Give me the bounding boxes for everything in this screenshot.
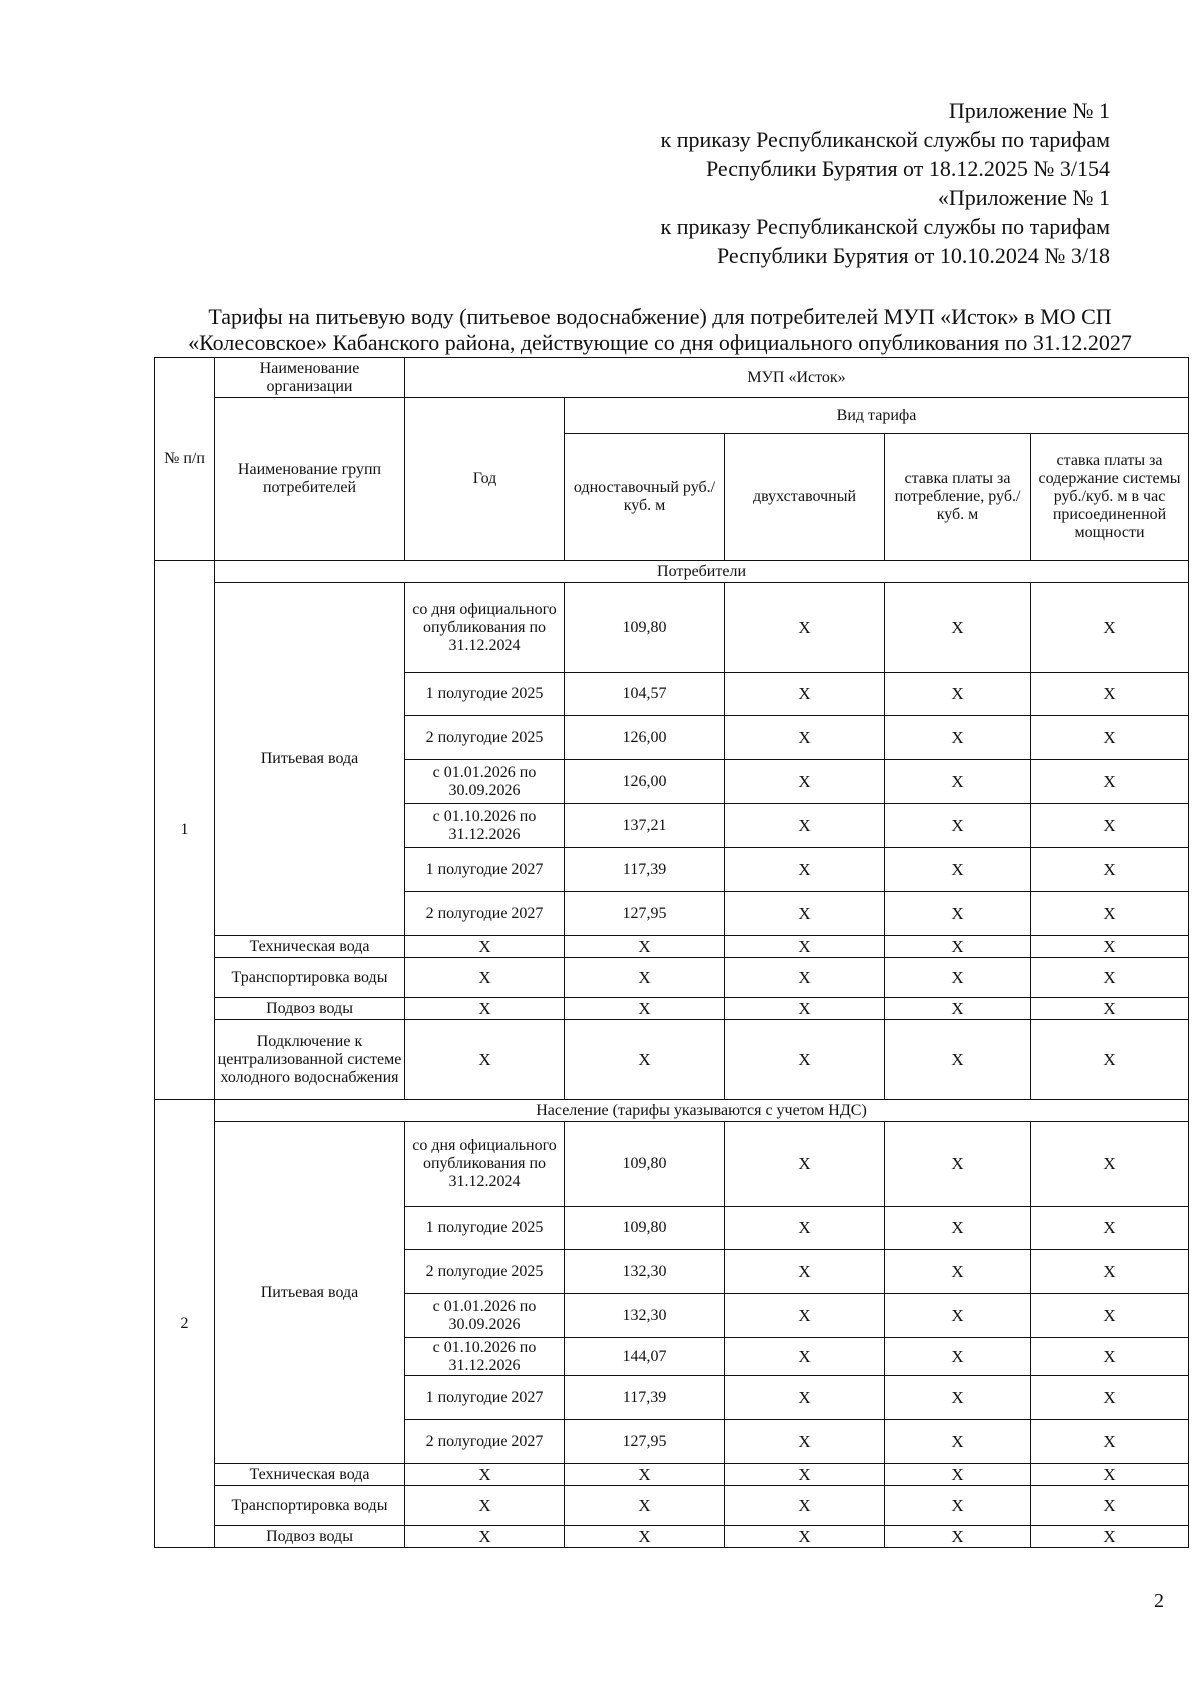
- section-number: 1: [155, 561, 215, 1100]
- not-applicable-mark: Х: [725, 583, 885, 673]
- period-cell: 1 полугодие 2027: [405, 1376, 565, 1420]
- single-rate-value: 104,57: [565, 673, 725, 716]
- period-cell: 1 полугодие 2025: [405, 673, 565, 716]
- not-applicable-mark: Х: [725, 760, 885, 804]
- not-applicable-mark: Х: [1031, 1122, 1189, 1207]
- not-applicable-mark: Х: [885, 1420, 1031, 1464]
- single-rate-value: 126,00: [565, 760, 725, 804]
- not-applicable-mark: Х: [565, 958, 725, 998]
- column-header-consumption-rate: ставка платы за потребление, руб./ куб. м: [885, 434, 1031, 561]
- not-applicable-mark: Х: [885, 804, 1031, 848]
- period-cell: со дня официального опубликования по 31.12.2024: [405, 583, 565, 673]
- not-applicable-mark: Х: [725, 998, 885, 1020]
- section-title: Потребители: [215, 561, 1189, 583]
- not-applicable-mark: Х: [1031, 1420, 1189, 1464]
- title-line-2: «Колесовское» Кабанского района, действующие со дня официального опубликования по 31.12.2027: [188, 330, 1132, 355]
- not-applicable-mark: Х: [725, 1420, 885, 1464]
- not-applicable-mark: Х: [885, 848, 1031, 892]
- not-applicable-mark: Х: [1031, 1207, 1189, 1250]
- not-applicable-mark: Х: [405, 958, 565, 998]
- not-applicable-mark: Х: [1031, 716, 1189, 760]
- single-rate-value: 109,80: [565, 583, 725, 673]
- single-rate-value: 137,21: [565, 804, 725, 848]
- table-row: [155, 1486, 1189, 1526]
- consumer-group: Техническая вода: [215, 1464, 405, 1486]
- not-applicable-mark: Х: [405, 998, 565, 1020]
- period-cell: с 01.01.2026 по 30.09.2026: [405, 760, 565, 804]
- single-rate-value: 126,00: [565, 716, 725, 760]
- not-applicable-mark: Х: [725, 716, 885, 760]
- column-header-maintenance-rate: ставка платы за содержание системы руб./куб. м в час присоединенной мощности: [1031, 434, 1189, 561]
- not-applicable-mark: Х: [1031, 892, 1189, 936]
- not-applicable-mark: Х: [885, 760, 1031, 804]
- single-rate-value: 144,07: [565, 1338, 725, 1376]
- single-rate-value: 109,80: [565, 1207, 725, 1250]
- not-applicable-mark: Х: [885, 583, 1031, 673]
- not-applicable-mark: Х: [1031, 1020, 1189, 1100]
- not-applicable-mark: Х: [1031, 1486, 1189, 1526]
- period-cell: 2 полугодие 2027: [405, 1420, 565, 1464]
- table-row: [155, 583, 1189, 673]
- header-line: Приложение № 1: [948, 98, 1110, 123]
- not-applicable-mark: Х: [885, 958, 1031, 998]
- title-line-1: Тарифы на питьевую воду (питьевое водоснабжение) для потребителей МУП «Исток» в МО СП: [208, 304, 1112, 329]
- not-applicable-mark: Х: [885, 1464, 1031, 1486]
- consumer-group: Техническая вода: [215, 936, 405, 958]
- column-header-number: № п/п: [155, 358, 215, 561]
- not-applicable-mark: Х: [885, 1020, 1031, 1100]
- column-header-consumer-group: Наименование групп потребителей: [215, 398, 405, 561]
- column-header-year: Год: [405, 398, 565, 561]
- column-header-organization: Наименование организации: [215, 358, 405, 398]
- not-applicable-mark: Х: [565, 1486, 725, 1526]
- not-applicable-mark: Х: [725, 1376, 885, 1420]
- header-line: Республики Бурятия от 10.10.2024 № 3/18: [716, 243, 1110, 268]
- consumer-group: Подключение к централизованной системе холодного водоснабжения: [215, 1020, 405, 1100]
- consumer-group: Подвоз воды: [215, 998, 405, 1020]
- organization-name: МУП «Исток»: [405, 358, 1189, 398]
- period-cell: со дня официального опубликования по 31.12.2024: [405, 1122, 565, 1207]
- not-applicable-mark: Х: [1031, 673, 1189, 716]
- consumer-group: Транспортировка воды: [215, 1486, 405, 1526]
- period-cell: с 01.01.2026 по 30.09.2026: [405, 1294, 565, 1338]
- column-header-two-rate: двухставочный: [725, 434, 885, 561]
- page-number: 2: [1154, 1590, 1164, 1612]
- consumer-group: Подвоз воды: [215, 1526, 405, 1548]
- table-row: [155, 1464, 1189, 1486]
- not-applicable-mark: Х: [565, 1526, 725, 1548]
- consumer-group: Транспортировка воды: [215, 958, 405, 998]
- consumer-group: Питьевая вода: [215, 583, 405, 936]
- not-applicable-mark: Х: [405, 936, 565, 958]
- not-applicable-mark: Х: [1031, 1338, 1189, 1376]
- not-applicable-mark: Х: [725, 1464, 885, 1486]
- period-cell: с 01.10.2026 по 31.12.2026: [405, 1338, 565, 1376]
- period-cell: 1 полугодие 2027: [405, 848, 565, 892]
- not-applicable-mark: Х: [565, 1464, 725, 1486]
- not-applicable-mark: Х: [1031, 848, 1189, 892]
- not-applicable-mark: Х: [885, 1338, 1031, 1376]
- single-rate-value: 127,95: [565, 892, 725, 936]
- document-title: [160, 304, 1160, 356]
- not-applicable-mark: Х: [725, 958, 885, 998]
- header-line: к приказу Республиканской службы по тарифам: [660, 214, 1110, 239]
- not-applicable-mark: Х: [725, 848, 885, 892]
- period-cell: 1 полугодие 2025: [405, 1207, 565, 1250]
- not-applicable-mark: Х: [1031, 760, 1189, 804]
- table-row: [155, 1526, 1189, 1548]
- not-applicable-mark: Х: [1031, 1294, 1189, 1338]
- not-applicable-mark: Х: [885, 673, 1031, 716]
- not-applicable-mark: Х: [885, 1526, 1031, 1548]
- not-applicable-mark: Х: [725, 936, 885, 958]
- consumer-group: Питьевая вода: [215, 1122, 405, 1464]
- document-header: [661, 96, 1110, 270]
- not-applicable-mark: Х: [1031, 958, 1189, 998]
- not-applicable-mark: Х: [725, 1122, 885, 1207]
- not-applicable-mark: Х: [885, 1294, 1031, 1338]
- not-applicable-mark: Х: [405, 1020, 565, 1100]
- not-applicable-mark: Х: [885, 892, 1031, 936]
- table-row: [155, 1020, 1189, 1100]
- table-row: [155, 1122, 1189, 1207]
- section-number: 2: [155, 1100, 215, 1548]
- not-applicable-mark: Х: [565, 998, 725, 1020]
- not-applicable-mark: Х: [725, 1250, 885, 1294]
- not-applicable-mark: Х: [885, 1376, 1031, 1420]
- not-applicable-mark: Х: [1031, 998, 1189, 1020]
- column-header-single-rate: одноставочный руб./ куб. м: [565, 434, 725, 561]
- table-row: [155, 958, 1189, 998]
- not-applicable-mark: Х: [1031, 1376, 1189, 1420]
- single-rate-value: 117,39: [565, 848, 725, 892]
- not-applicable-mark: Х: [725, 1207, 885, 1250]
- not-applicable-mark: Х: [885, 1250, 1031, 1294]
- section-title-row: [155, 561, 1189, 583]
- header-line: «Приложение № 1: [937, 185, 1110, 210]
- tariff-table: [154, 357, 1189, 1548]
- not-applicable-mark: Х: [725, 1338, 885, 1376]
- not-applicable-mark: Х: [725, 1294, 885, 1338]
- not-applicable-mark: Х: [885, 998, 1031, 1020]
- not-applicable-mark: Х: [1031, 936, 1189, 958]
- section-title-row: [155, 1100, 1189, 1122]
- not-applicable-mark: Х: [405, 1464, 565, 1486]
- not-applicable-mark: Х: [405, 1486, 565, 1526]
- header-line: к приказу Республиканской службы по тарифам: [660, 127, 1110, 152]
- single-rate-value: 117,39: [565, 1376, 725, 1420]
- period-cell: с 01.10.2026 по 31.12.2026: [405, 804, 565, 848]
- not-applicable-mark: Х: [725, 892, 885, 936]
- not-applicable-mark: Х: [725, 1526, 885, 1548]
- period-cell: 2 полугодие 2025: [405, 1250, 565, 1294]
- not-applicable-mark: Х: [885, 716, 1031, 760]
- single-rate-value: 109,80: [565, 1122, 725, 1207]
- single-rate-value: 127,95: [565, 1420, 725, 1464]
- period-cell: 2 полугодие 2027: [405, 892, 565, 936]
- section-title: Население (тарифы указываются с учетом НДС): [215, 1100, 1189, 1122]
- not-applicable-mark: Х: [725, 804, 885, 848]
- not-applicable-mark: Х: [1031, 1464, 1189, 1486]
- not-applicable-mark: Х: [885, 1207, 1031, 1250]
- single-rate-value: 132,30: [565, 1250, 725, 1294]
- header-line: Республики Бурятия от 18.12.2025 № 3/154: [705, 156, 1110, 181]
- not-applicable-mark: Х: [725, 673, 885, 716]
- period-cell: 2 полугодие 2025: [405, 716, 565, 760]
- column-header-tariff-type: Вид тарифа: [565, 398, 1189, 434]
- not-applicable-mark: Х: [405, 1526, 565, 1548]
- table-row: [155, 936, 1189, 958]
- single-rate-value: 132,30: [565, 1294, 725, 1338]
- not-applicable-mark: Х: [565, 1020, 725, 1100]
- table-row: [155, 998, 1189, 1020]
- not-applicable-mark: Х: [1031, 804, 1189, 848]
- not-applicable-mark: Х: [885, 1486, 1031, 1526]
- not-applicable-mark: Х: [885, 936, 1031, 958]
- not-applicable-mark: Х: [1031, 583, 1189, 673]
- not-applicable-mark: Х: [1031, 1250, 1189, 1294]
- not-applicable-mark: Х: [725, 1020, 885, 1100]
- not-applicable-mark: Х: [725, 1486, 885, 1526]
- not-applicable-mark: Х: [565, 936, 725, 958]
- not-applicable-mark: Х: [885, 1122, 1031, 1207]
- not-applicable-mark: Х: [1031, 1526, 1189, 1548]
